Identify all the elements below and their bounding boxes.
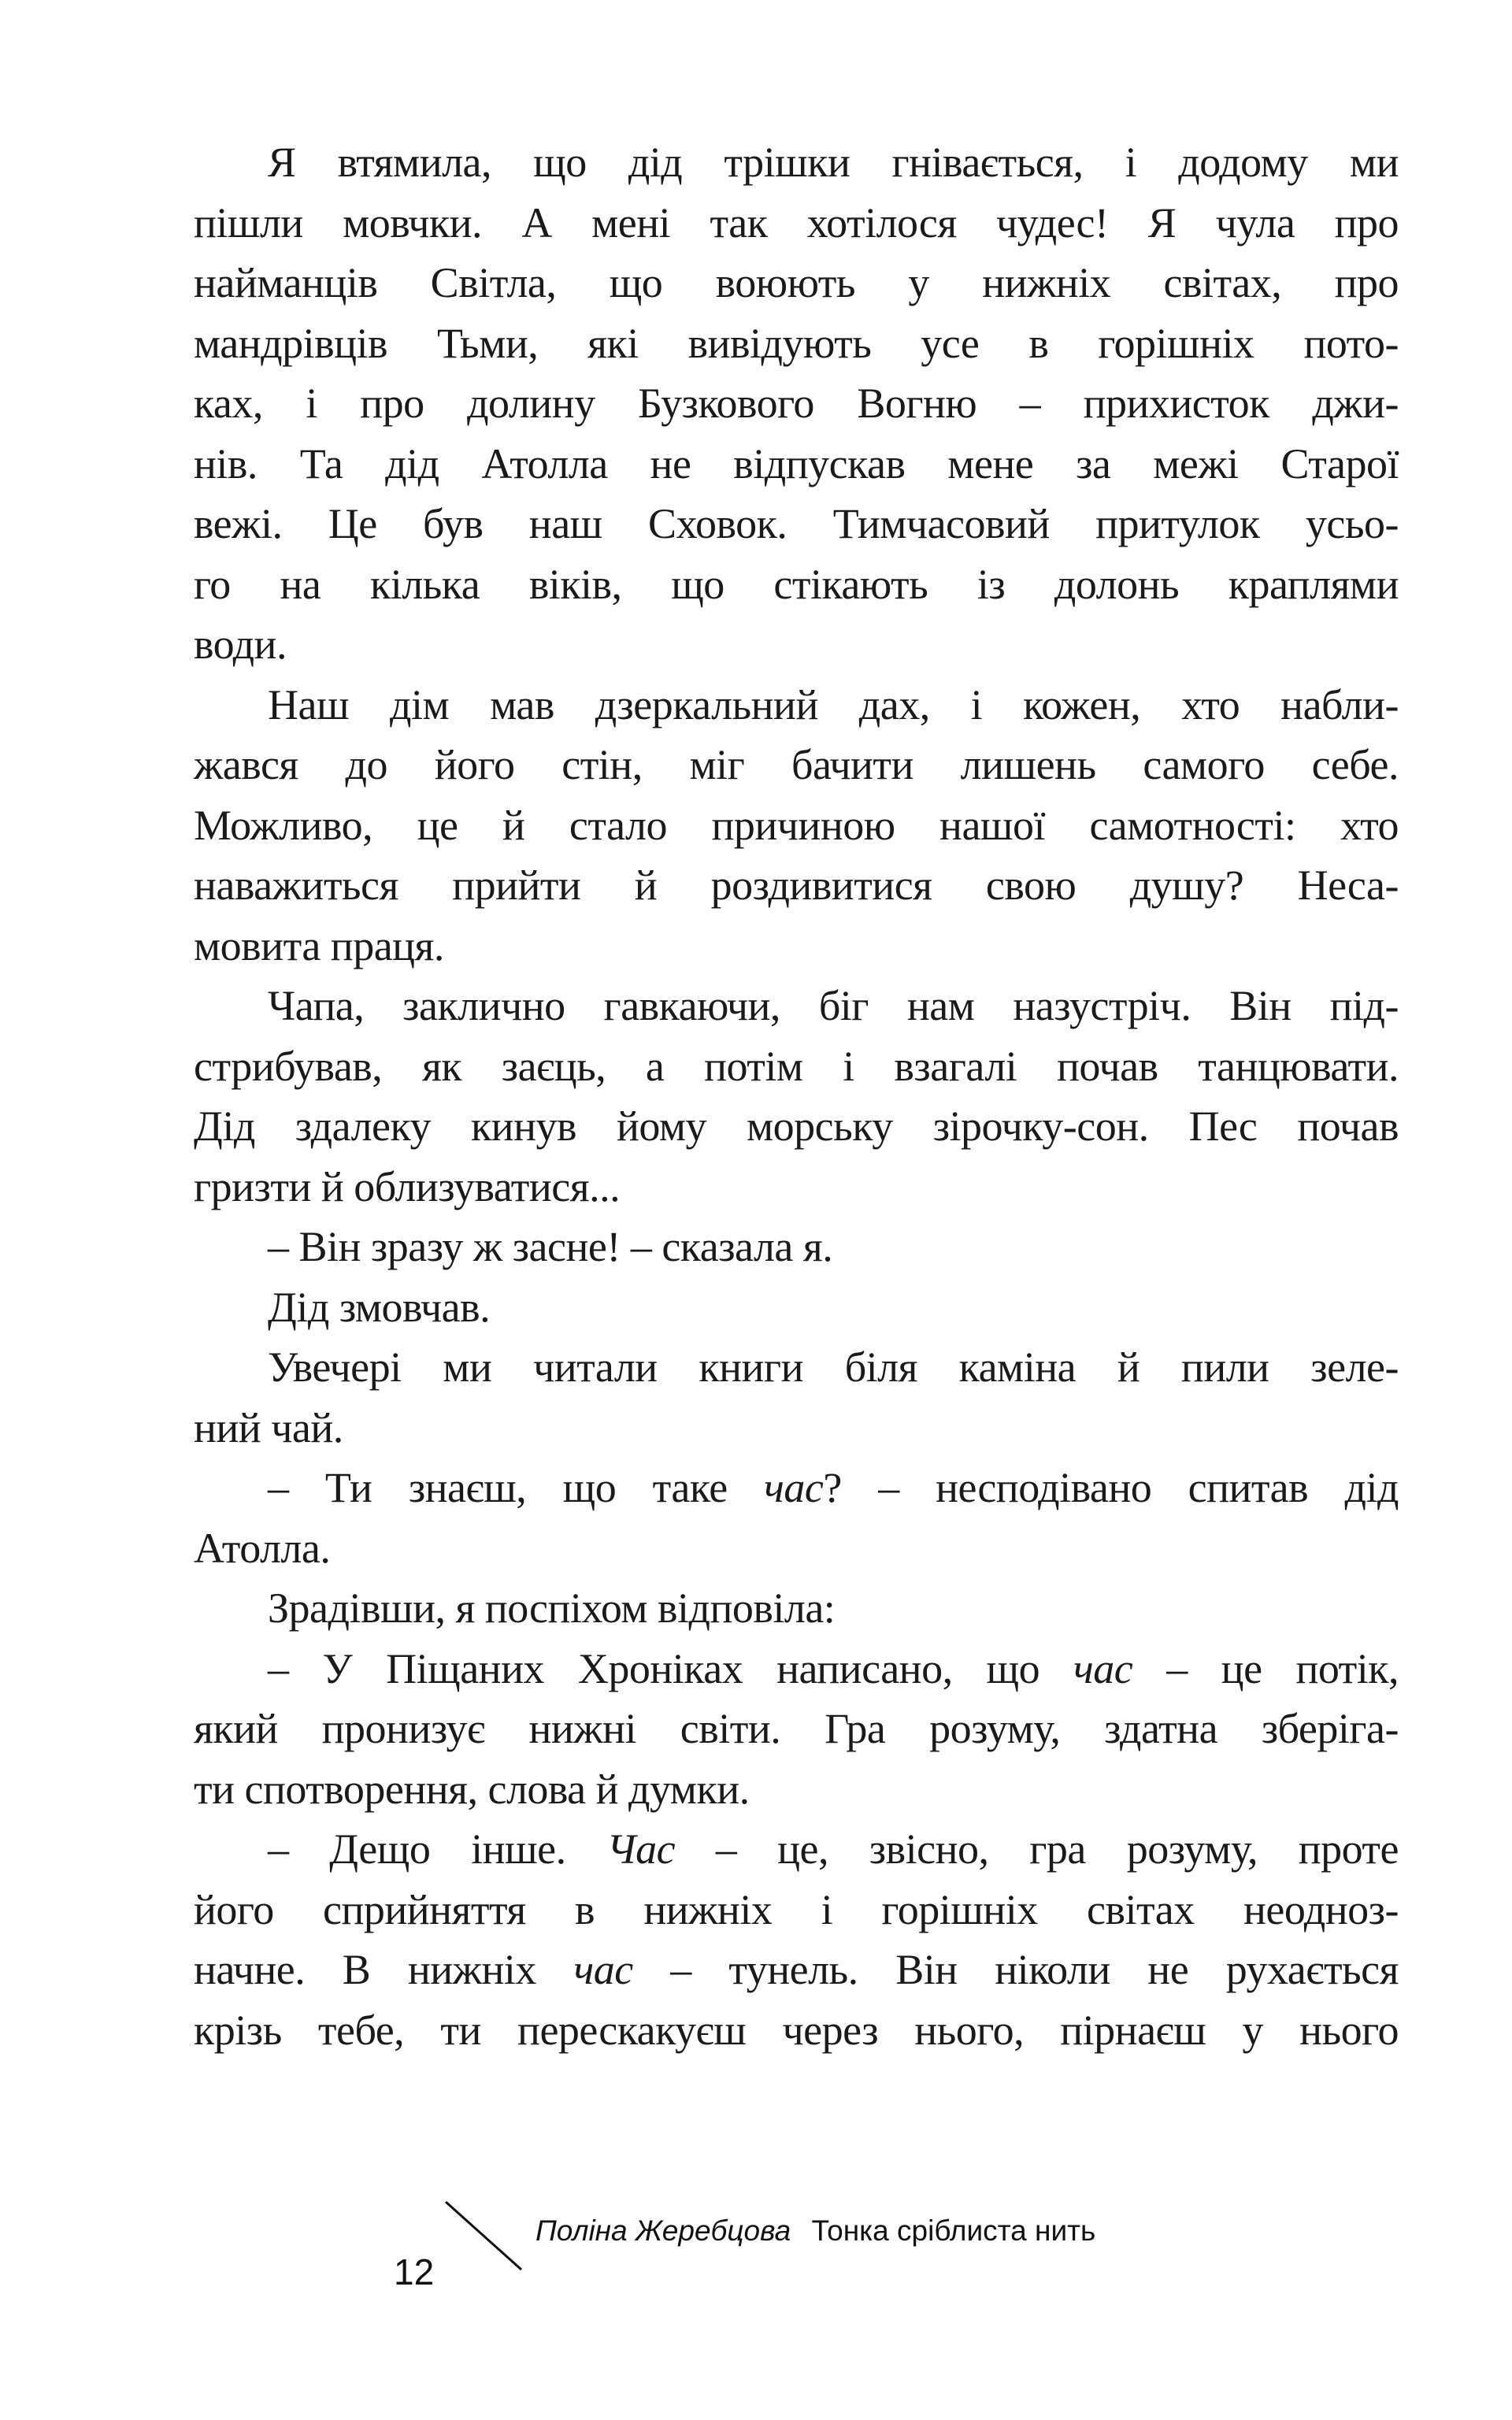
text-line [194, 2000, 1399, 2061]
text-line [194, 1277, 1399, 1338]
text-segment: ках, і про долину Бузкового Вогню – прихисток джи- [194, 380, 1399, 427]
text-segment: стрибував, як заєць, а потім і взагалі почав танцювати. [194, 1042, 1399, 1090]
text-segment: Я втямила, що дід трішки гнівається, і додому ми [268, 139, 1399, 186]
text-segment: начне. В нижніх [194, 1946, 574, 1993]
text-line [194, 855, 1399, 916]
text-segment: – тунель. Він ніколи не рухається [632, 1946, 1399, 1993]
text-line [194, 1518, 1399, 1579]
text-segment: мовита праця. [194, 921, 444, 969]
text-line [194, 1578, 1399, 1639]
text-segment: – У Піщаних Хроніках написано, що [268, 1644, 1074, 1692]
text-line [194, 1699, 1399, 1759]
text-line [194, 1458, 1399, 1518]
text-segment: наважиться прийти й роздивитися свою душу? Неса- [194, 862, 1399, 909]
text-segment: пішли мовчки. А мені так хотілося чудес! Я чула про [194, 198, 1399, 246]
text-line [194, 1940, 1399, 2000]
italic-text-segment: час [573, 1946, 633, 1993]
text-line [194, 1398, 1399, 1458]
text-line [194, 916, 1399, 977]
text-segment: гризти й облизуватися... [194, 1162, 621, 1210]
text-segment: вежі. Це був наш Сховок. Тимчасовий притулок усьо- [194, 500, 1399, 547]
text-segment: Дід здалеку кинув йому морську зірочку-сон. Пес почав [194, 1103, 1399, 1150]
text-segment: Зрадівши, я поспіхом відповіла: [268, 1584, 836, 1632]
text-segment: крізь тебе, ти перескакуєш через нього, пірнаєш у нього [194, 2006, 1399, 2054]
text-line [194, 193, 1399, 254]
text-line [194, 1639, 1399, 1699]
text-segment: нів. Та дід Атолла не відпускав мене за межі Старої [194, 439, 1399, 487]
text-segment: го на кілька віків, що стікають із долонь краплями [194, 560, 1399, 608]
text-line [194, 1096, 1399, 1157]
text-line [194, 976, 1399, 1036]
text-line [194, 1880, 1399, 1940]
text-line [194, 253, 1399, 313]
text-segment: Дід змовчав. [268, 1283, 491, 1331]
text-line [194, 554, 1399, 615]
text-line [194, 434, 1399, 495]
text-line [194, 675, 1399, 736]
text-segment: – Він зразу ж засне! – сказала я. [268, 1223, 833, 1270]
text-line [194, 373, 1399, 434]
footer-book-title: Тонка сріблиста нить [811, 2214, 1096, 2247]
footer-author: Поліна Жеребцова [536, 2214, 791, 2247]
text-segment: Наш дім мав дзеркальний дах, і кожен, хто набли- [268, 680, 1399, 728]
text-segment: найманців Світла, що воюють у нижніх світах, про [194, 259, 1399, 306]
text-line [194, 1217, 1399, 1277]
text-segment: ний чай. [194, 1403, 343, 1451]
page-number: 12 [394, 2251, 435, 2292]
text-line [194, 614, 1399, 675]
text-segment: ? – несподівано спитав дід [823, 1464, 1399, 1511]
text-segment: – це потік, [1132, 1644, 1399, 1692]
text-segment: який пронизує нижні світи. Гра розуму, здатна зберіга- [194, 1705, 1399, 1752]
text-line [194, 1759, 1399, 1820]
text-segment: – Ти знаєш, що таке [268, 1464, 765, 1511]
text-segment: – це, звісно, гра розуму, проте [675, 1825, 1399, 1873]
text-line [194, 1819, 1399, 1880]
text-line [194, 1036, 1399, 1097]
text-segment: Атолла. [194, 1524, 331, 1572]
text-segment: мандрівців Тьми, які вивідують усе в горішніх пото- [194, 319, 1399, 367]
italic-text-segment: час [1073, 1644, 1133, 1692]
running-footer [536, 2214, 1095, 2248]
italic-text-segment: Час [606, 1825, 676, 1873]
text-segment: – Дещо інше. [268, 1825, 607, 1873]
text-segment: води. [194, 621, 287, 668]
text-line [194, 313, 1399, 374]
text-line [194, 1157, 1399, 1217]
text-line [194, 494, 1399, 554]
text-segment: Можливо, це й стало причиною нашої самотності: хто [194, 801, 1399, 849]
text-line [194, 735, 1399, 795]
text-segment: Увечері ми читали книги біля каміна й пили зеле- [268, 1343, 1399, 1391]
text-segment: його сприйняття в нижніх і горішніх світах неодноз- [194, 1885, 1399, 1933]
text-line [194, 1337, 1399, 1398]
italic-text-segment: час [764, 1464, 824, 1511]
footer-divider-slash [441, 2197, 528, 2276]
text-line [194, 795, 1399, 856]
body-text [194, 132, 1399, 2060]
text-line [194, 132, 1399, 193]
text-segment: Чапа, заклично гавкаючи, біг нам назустріч. Він під- [268, 982, 1399, 1029]
text-segment: ти спотворення, слова й думки. [194, 1765, 750, 1813]
text-segment: жався до його стін, міг бачити лишень самого себе. [194, 741, 1399, 788]
